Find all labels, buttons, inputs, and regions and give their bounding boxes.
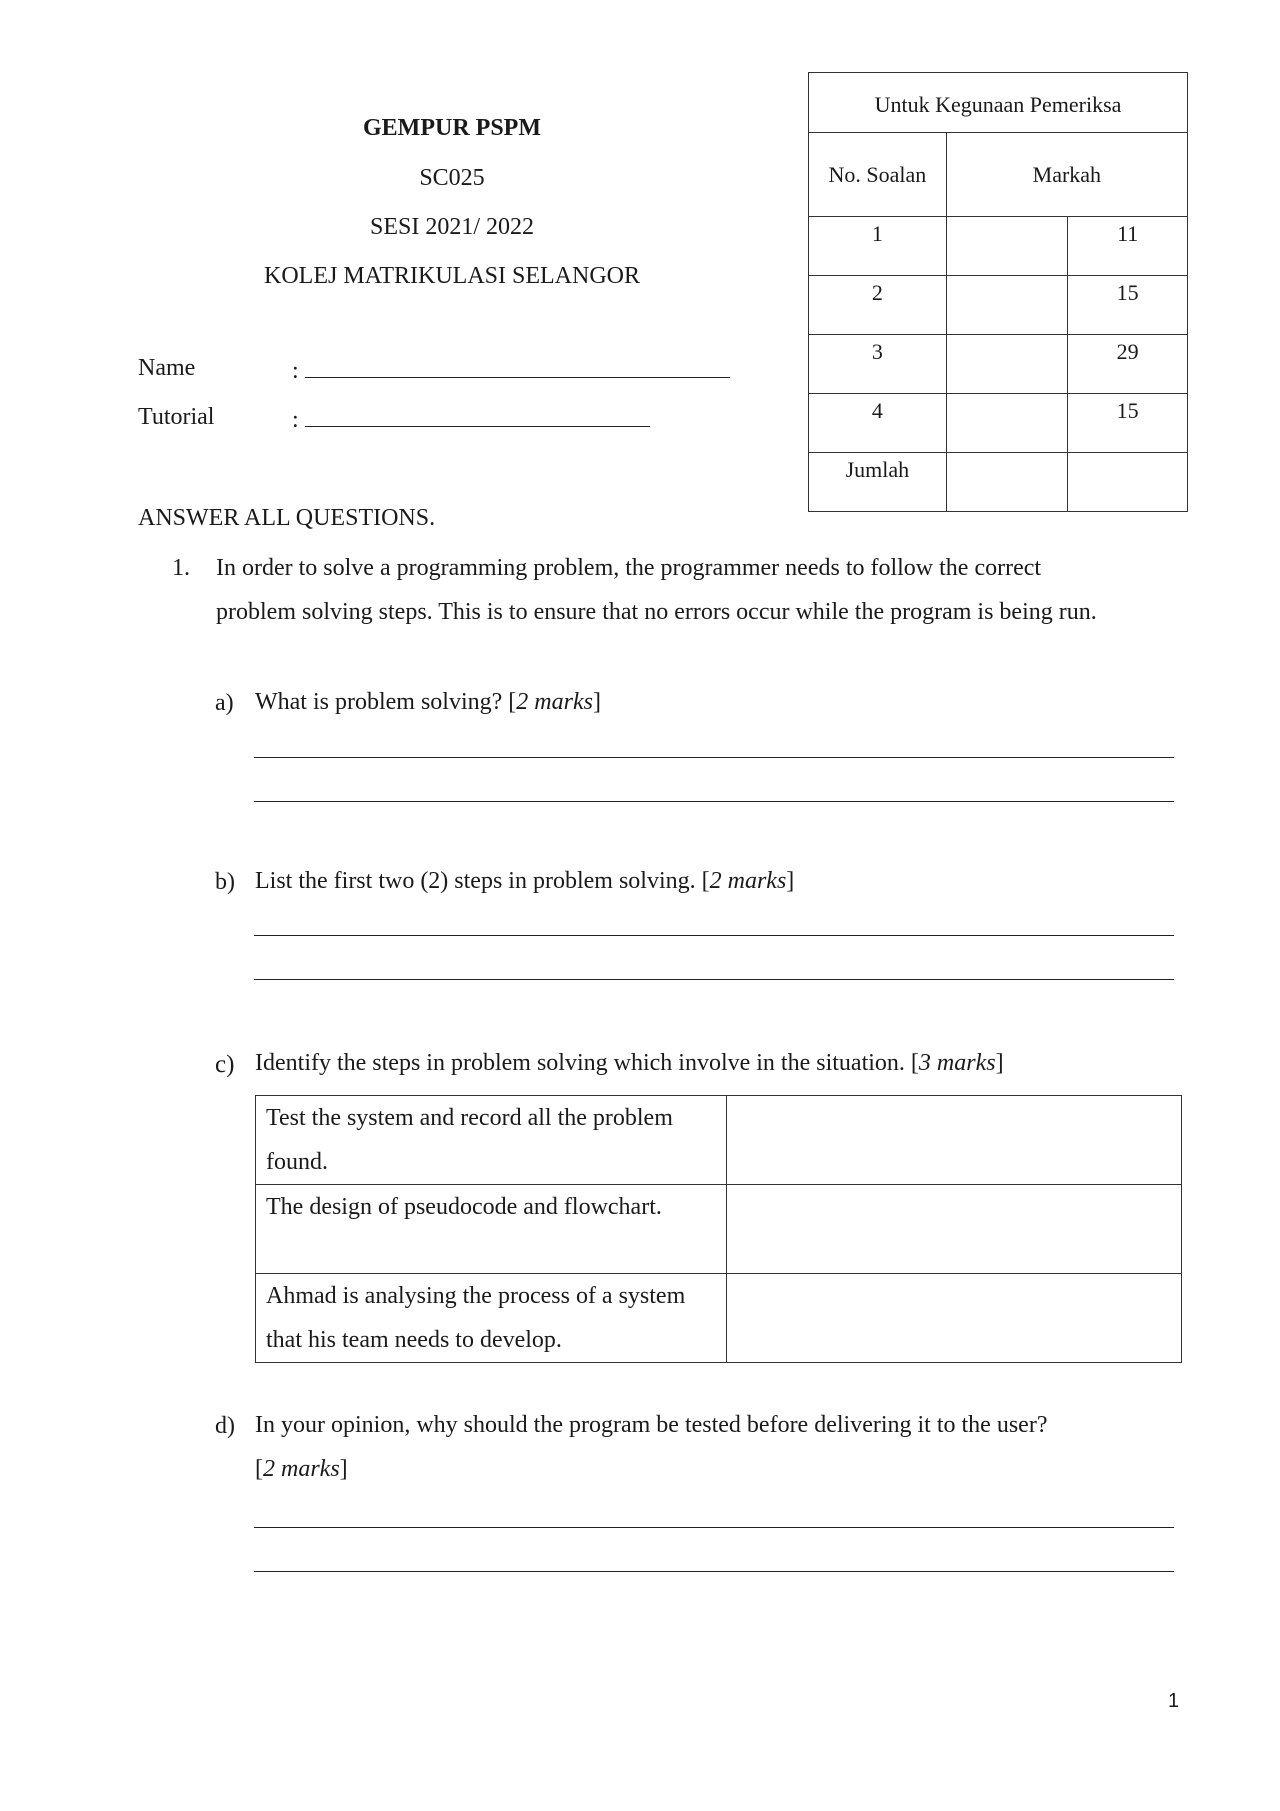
table-row xyxy=(256,1274,1182,1363)
question-number: 4 xyxy=(809,394,947,453)
tutorial-colon: : xyxy=(292,407,299,433)
table-row xyxy=(809,217,1188,276)
max-marks: 29 xyxy=(1068,335,1188,394)
name-label: Name xyxy=(138,355,196,381)
answer-line[interactable] xyxy=(254,1571,1174,1572)
question-stem-line-2: problem solving steps. This is to ensure that no errors occur while the program is being run. xyxy=(216,599,1097,625)
situation-text: The design of pseudocode and flowchart. xyxy=(256,1185,727,1274)
table-row xyxy=(809,276,1188,335)
situation-text: Ahmad is analysing the process of a system that his team needs to develop. xyxy=(256,1274,727,1363)
max-marks: 11 xyxy=(1068,217,1188,276)
answer-line[interactable] xyxy=(254,979,1174,980)
question-number: 3 xyxy=(809,335,947,394)
page-number: 1 xyxy=(1168,1690,1180,1712)
answer-line[interactable] xyxy=(254,1527,1174,1528)
question-stem xyxy=(216,546,1196,634)
marks: 3 marks xyxy=(918,1050,996,1076)
subquestion-d-label: d) xyxy=(215,1413,235,1439)
table-row xyxy=(809,394,1188,453)
situation-text: Test the system and record all the problem found. xyxy=(256,1096,727,1185)
total-max-cell xyxy=(1068,453,1188,512)
marks: 2 marks xyxy=(709,868,787,894)
marks: 2 marks xyxy=(516,689,593,715)
marks: 2 marks xyxy=(263,1456,340,1482)
subquestion-c-label: c) xyxy=(215,1051,235,1078)
session: SESI 2021/ 2022 xyxy=(369,214,534,240)
subquestion-b-text: List the first two (2) steps in problem solving. [2 marks] xyxy=(255,868,795,894)
course-code: SC025 xyxy=(419,165,485,191)
answer-line[interactable] xyxy=(254,757,1174,758)
examiner-table-title: Untuk Kegunaan Pemeriksa xyxy=(809,73,1188,133)
table-row xyxy=(809,335,1188,394)
max-marks: 15 xyxy=(1068,394,1188,453)
score-cell[interactable] xyxy=(946,335,1068,394)
score-cell[interactable] xyxy=(946,394,1068,453)
col-question-header: No. Soalan xyxy=(809,133,947,217)
table-row xyxy=(256,1096,1182,1185)
tutorial-label: Tutorial xyxy=(138,404,215,430)
subquestion-c-text: Identify the steps in problem solving which involve in the situation. [3 marks] xyxy=(255,1050,1004,1076)
name-field[interactable] xyxy=(292,355,730,385)
question-number: 2 xyxy=(809,276,947,335)
name-underline xyxy=(305,355,730,378)
table-row-total xyxy=(809,453,1188,512)
situation-table xyxy=(255,1095,1182,1363)
question-stem-line-1: In order to solve a programming problem, the programmer needs to follow the correct xyxy=(216,555,1042,581)
table-row xyxy=(256,1185,1182,1274)
subquestion-a-label: a) xyxy=(215,690,234,716)
subquestion-a-text: What is problem solving? [2 marks] xyxy=(255,689,601,715)
tutorial-field[interactable] xyxy=(292,404,650,434)
answer-line[interactable] xyxy=(254,935,1174,936)
total-score-cell[interactable] xyxy=(946,453,1068,512)
question-number: 1 xyxy=(809,217,947,276)
situation-answer-cell[interactable] xyxy=(727,1274,1182,1363)
tutorial-underline xyxy=(305,404,650,427)
max-marks: 15 xyxy=(1068,276,1188,335)
answer-line[interactable] xyxy=(254,801,1174,802)
score-cell[interactable] xyxy=(946,217,1068,276)
examiner-marks-table xyxy=(808,72,1188,512)
situation-answer-cell[interactable] xyxy=(727,1185,1182,1274)
score-cell[interactable] xyxy=(946,276,1068,335)
col-marks-header: Markah xyxy=(946,133,1187,217)
total-label: Jumlah xyxy=(809,453,947,512)
situation-answer-cell[interactable] xyxy=(727,1096,1182,1185)
college-name: KOLEJ MATRIKULASI SELANGOR xyxy=(264,263,640,289)
question-number: 1. xyxy=(172,555,190,581)
subquestion-d-text: In your opinion, why should the program be tested before delivering it to the user? [2 marks] xyxy=(255,1412,1048,1482)
name-colon: : xyxy=(292,358,299,384)
exam-title: GEMPUR PSPM xyxy=(363,115,541,141)
subquestion-b-label: b) xyxy=(215,869,235,895)
instructions: ANSWER ALL QUESTIONS. xyxy=(138,505,436,531)
